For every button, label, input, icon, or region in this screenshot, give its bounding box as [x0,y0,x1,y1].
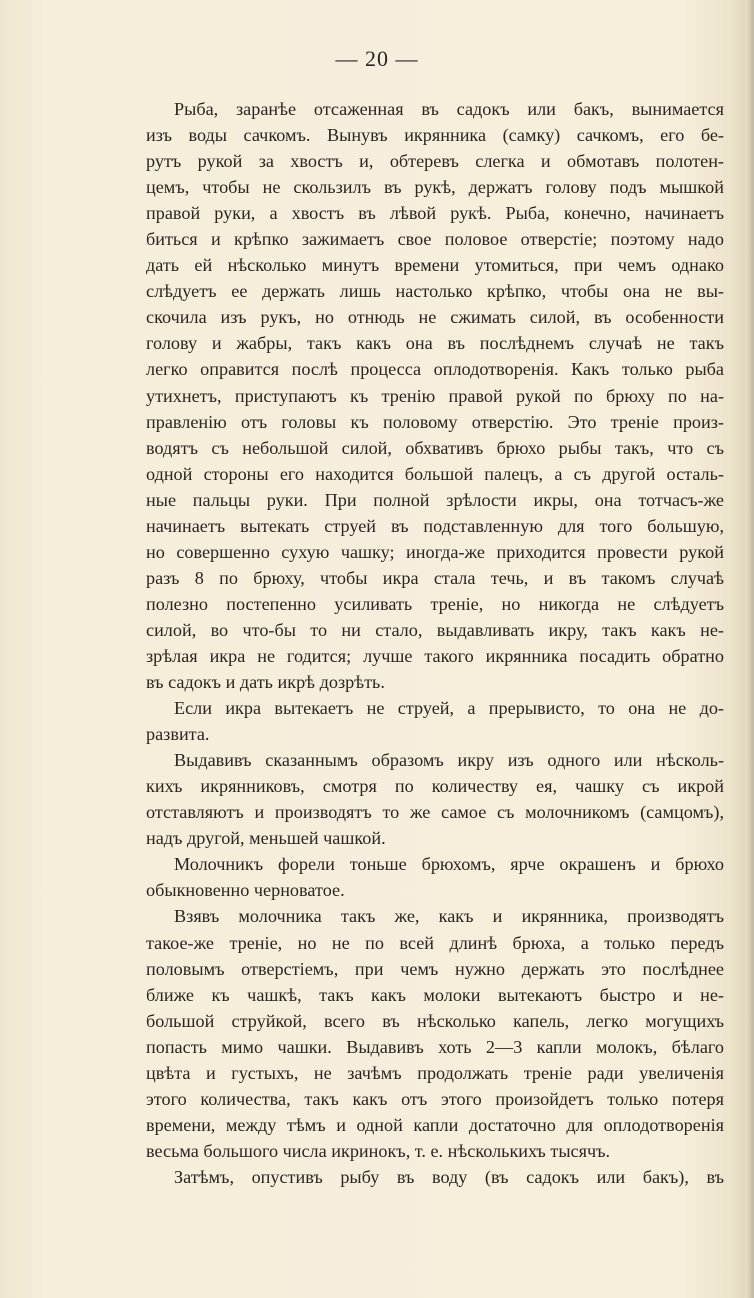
paragraph [146,96,724,695]
text-line: полезно постепенно усиливать треніе, но никогда не слѣдуетъ [146,593,724,614]
text-line: утихнетъ, приступаютъ къ тренію правой рукой по брюху по на- [146,385,724,406]
text-line: въ садокъ и дать икрѣ дозрѣть. [146,672,385,693]
text-line: весьма большого числа икринокъ, т. е. нѣсколькихъ тысячъ. [146,1140,611,1161]
text-line: Рыба, заранѣе отсаженная въ садокъ или бакъ, вынимается [174,99,724,119]
text-line: слѣдуетъ ее держать лишь настолько крѣпко, чтобы она не вы- [146,281,724,302]
page-edge-shadow [740,0,754,1298]
text-line: Если икра вытекаетъ не струей, а прерывисто, то она не до- [174,698,724,719]
text-line: рутъ рукой за хвостъ и, обтеревъ слегка и обмотавъ полотен- [146,151,724,172]
text-line: Затѣмъ, опустивъ рыбу въ воду (въ садокъ или бакъ), въ [174,1166,724,1187]
text-line: водятъ съ небольшой силой, обхвативъ брюхо рыбы такъ, что съ [146,437,724,458]
text-line: Молочникъ форели тоньше брюхомъ, ярче окрашенъ и брюхо [174,854,724,875]
text-line: ближе къ чашкѣ, такъ какъ молоки вытекаютъ быстро и не- [146,984,724,1005]
text-line: биться и крѣпко зажимаетъ свое половое отверстіе; поэтому надо [146,229,724,250]
body-text [146,96,724,1190]
text-line: обыкновенно черноватое. [146,880,345,901]
text-line: Взявъ молочника такъ же, какъ и икрянника, производятъ [174,906,724,927]
text-line: правленію отъ головы къ половому отверстію. Это треніе произ- [146,411,724,432]
text-line: зрѣлая икра не годится; лучше такого икрянника посадить обратно [146,645,724,666]
text-line: развита. [146,724,210,745]
text-line: цемъ, чтобы не скользилъ въ рукѣ, держатъ голову подъ мышкой [146,177,724,198]
text-line: скочила изъ рукъ, но отнюдь не сжимать силой, въ особенности [146,307,724,328]
text-line: но совершенно сухую чашку; иногда-же приходится провести рукой [146,541,724,562]
text-line: большой струйкой, всего въ нѣсколько капель, легко могущихъ [146,1010,724,1031]
text-line: такое-же треніе, но не по всей длинѣ брюха, а только передъ [146,932,724,953]
text-line: изъ воды сачкомъ. Вынувъ икрянника (самку) сачкомъ, его бе- [146,125,724,146]
text-line: голову и жабры, такъ какъ она въ послѣднемъ случаѣ не такъ [146,333,724,354]
text-line: времени, между тѣмъ и одной капли достаточно для оплодотворенія [146,1114,724,1135]
paragraph [146,747,724,851]
text-line: попасть мимо чашки. Выдавивъ хоть 2—3 капли молокъ, бѣлаго [146,1036,724,1057]
text-line: цвѣта и густыхъ, не зачѣмъ продолжать треніе ради увеличенія [146,1062,724,1083]
paragraph [146,1164,724,1190]
text-line: надъ другой, меньшей чашкой. [146,828,386,849]
text-line: дать ей нѣсколько минутъ времени утомиться, при чемъ однако [146,255,724,276]
text-line: половымъ отверстіемъ, при чемъ нужно держать это послѣднее [146,958,724,979]
text-line: разъ 8 по брюху, чтобы икра стала течь, и въ такомъ случаѣ [146,567,724,588]
text-line: кихъ икрянниковъ, смотря по количеству ея, чашку съ икрой [146,776,724,797]
text-line: силой, во что-бы то ни стало, выдавливать икру, такъ какъ не- [146,619,724,640]
paragraph [146,903,724,1163]
text-line: легко оправится послѣ процесса оплодотворенія. Какъ только рыба [146,359,724,380]
text-line: ные пальцы руки. При полной зрѣлости икры, она тотчасъ-же [146,489,724,510]
text-line: правой руки, а хвостъ въ лѣвой рукѣ. Рыба, конечно, начинаетъ [146,203,724,224]
text-line: одной стороны его находится большой палецъ, а съ другой осталь- [146,463,724,484]
page-number: — 20 — [335,46,419,71]
text-line: начинаетъ вытекать струей въ подставленную для того большую, [146,515,724,536]
text-line: отставляютъ и производятъ то же самое съ молочникомъ (самцомъ), [146,802,724,823]
text-line: этого количества, такъ какъ отъ этого произойдетъ только потеря [146,1088,724,1109]
paragraph [146,851,724,903]
text-line: Выдавивъ сказаннымъ образомъ икру изъ одного или нѣсколь- [174,750,724,771]
paragraph [146,695,724,747]
